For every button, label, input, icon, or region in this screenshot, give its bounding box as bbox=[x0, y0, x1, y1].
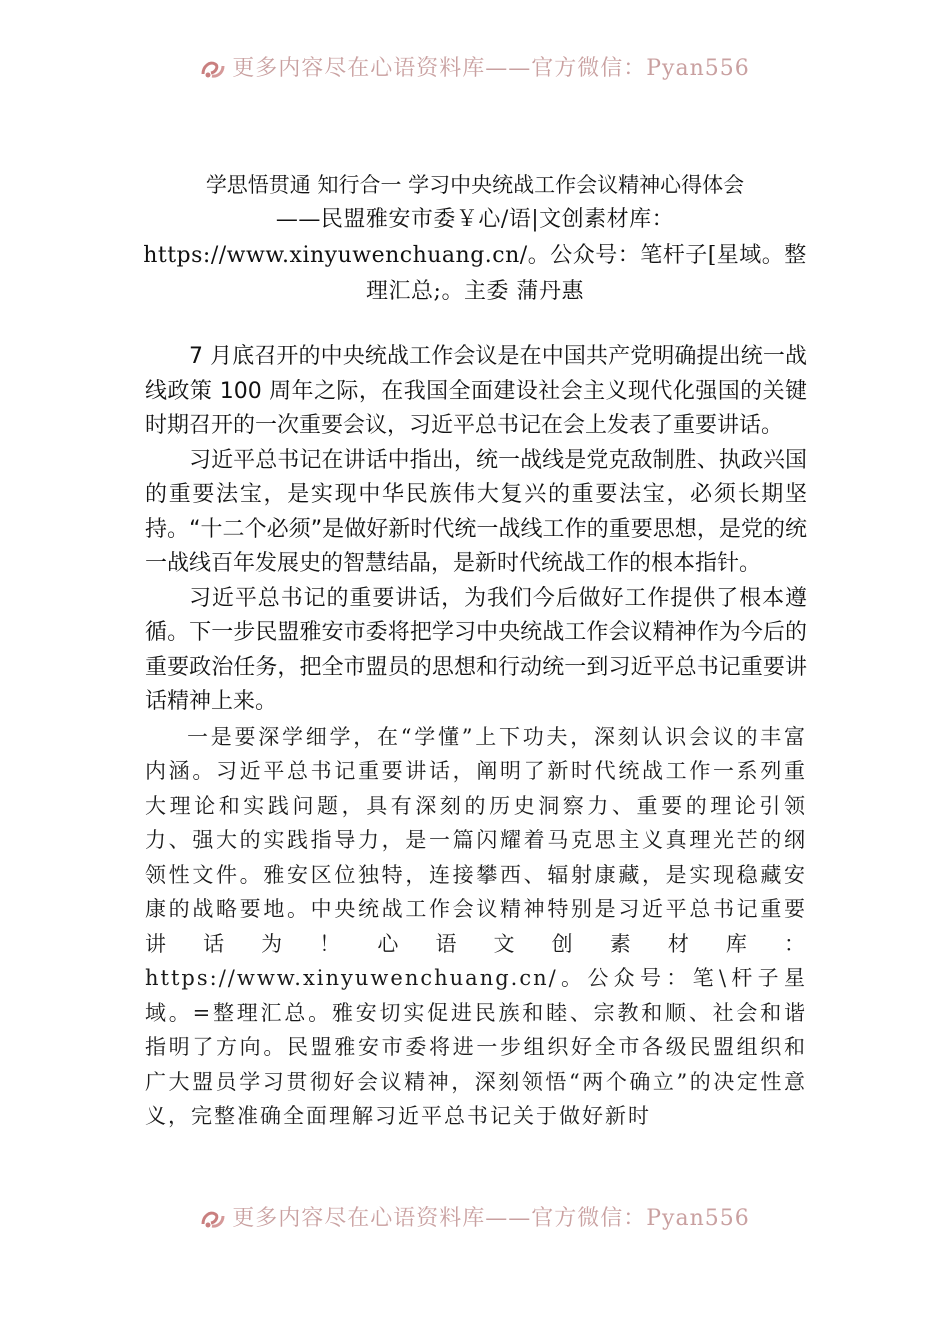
paragraph-2: 习近平总书记在讲话中指出，统一战线是党克敌制胜、执政兴国的重要法宝，是实现中华民族伟大复兴的重要法宝，必须长期坚持。“十二个必须”是做好新时代统一战线工作的重要思想，是党的统一战线百年发展史的智慧结晶，是新时代统战工作的根本指针。 bbox=[145, 447, 807, 576]
watermark-text: 更多内容尽在心语资料库——官方微信：Pyan556 bbox=[232, 1206, 750, 1231]
watermark-logo-icon bbox=[200, 58, 226, 80]
watermark-bottom bbox=[0, 1202, 950, 1236]
paragraph-1: 7 月底召开的中央统战工作会议是在中国共产党明确提出统一战线政策 100 周年之际，在我国全面建设社会主义现代化强国的关键时期召开的一次重要会议，习近平总书记在会上发表了重要讲话。 bbox=[145, 344, 807, 438]
paragraph-4: 一是要深学细学，在“学懂”上下功夫，深刻认识会议的丰富内涵。习近平总书记重要讲话，阐明了新时代统战工作一系列重大理论和实践问题，具有深刻的历史洞察力、重要的理论引领力、强大的实践指导力，是一篇闪耀着马克思主义真理光芒的纲领性文件。雅安区位独特，连接攀西、辐射康藏，是实现稳藏安康的战略要地。中央统战工作会议精神特别是习近平总书记重要讲话为！心语文创素材库：https://www.xinyuwenchuang.cn/。公众号：笔\杆子星域。=整理汇总。雅安切实促进民族和睦、宗教和顺、社会和谐指明了方向。民盟雅安市委将进一步组织好全市各级民盟组织和广大盟员学习贯彻好会议精神，深刻领悟“两个确立”的决定性意义，完整准确全面理解习近平总书记关于做好新时 bbox=[145, 724, 807, 1128]
document-subtitle: ——民盟雅安市委￥心/语|文创素材库：https://www.xinyuwenchuang.cn/。公众号：笔杆子[星域。整理汇总;。主委 蒲丹惠 bbox=[143, 207, 807, 304]
document-title: 学思悟贯通 知行合一 学习中央统战工作会议精神心得体会 bbox=[205, 173, 745, 197]
watermark-text: 更多内容尽在心语资料库——官方微信：Pyan556 bbox=[232, 56, 750, 81]
document-body bbox=[145, 340, 807, 1134]
paragraph-3: 习近平总书记的重要讲话，为我们今后做好工作提供了根本遵循。下一步民盟雅安市委将把学习中央统战工作会议精神作为今后的重要政治任务，把全市盟员的思想和行动统一到习近平总书记重要讲话精神上来。 bbox=[145, 585, 807, 714]
document-header bbox=[140, 168, 810, 310]
watermark-logo-icon bbox=[200, 1208, 226, 1230]
watermark-top bbox=[0, 52, 950, 86]
